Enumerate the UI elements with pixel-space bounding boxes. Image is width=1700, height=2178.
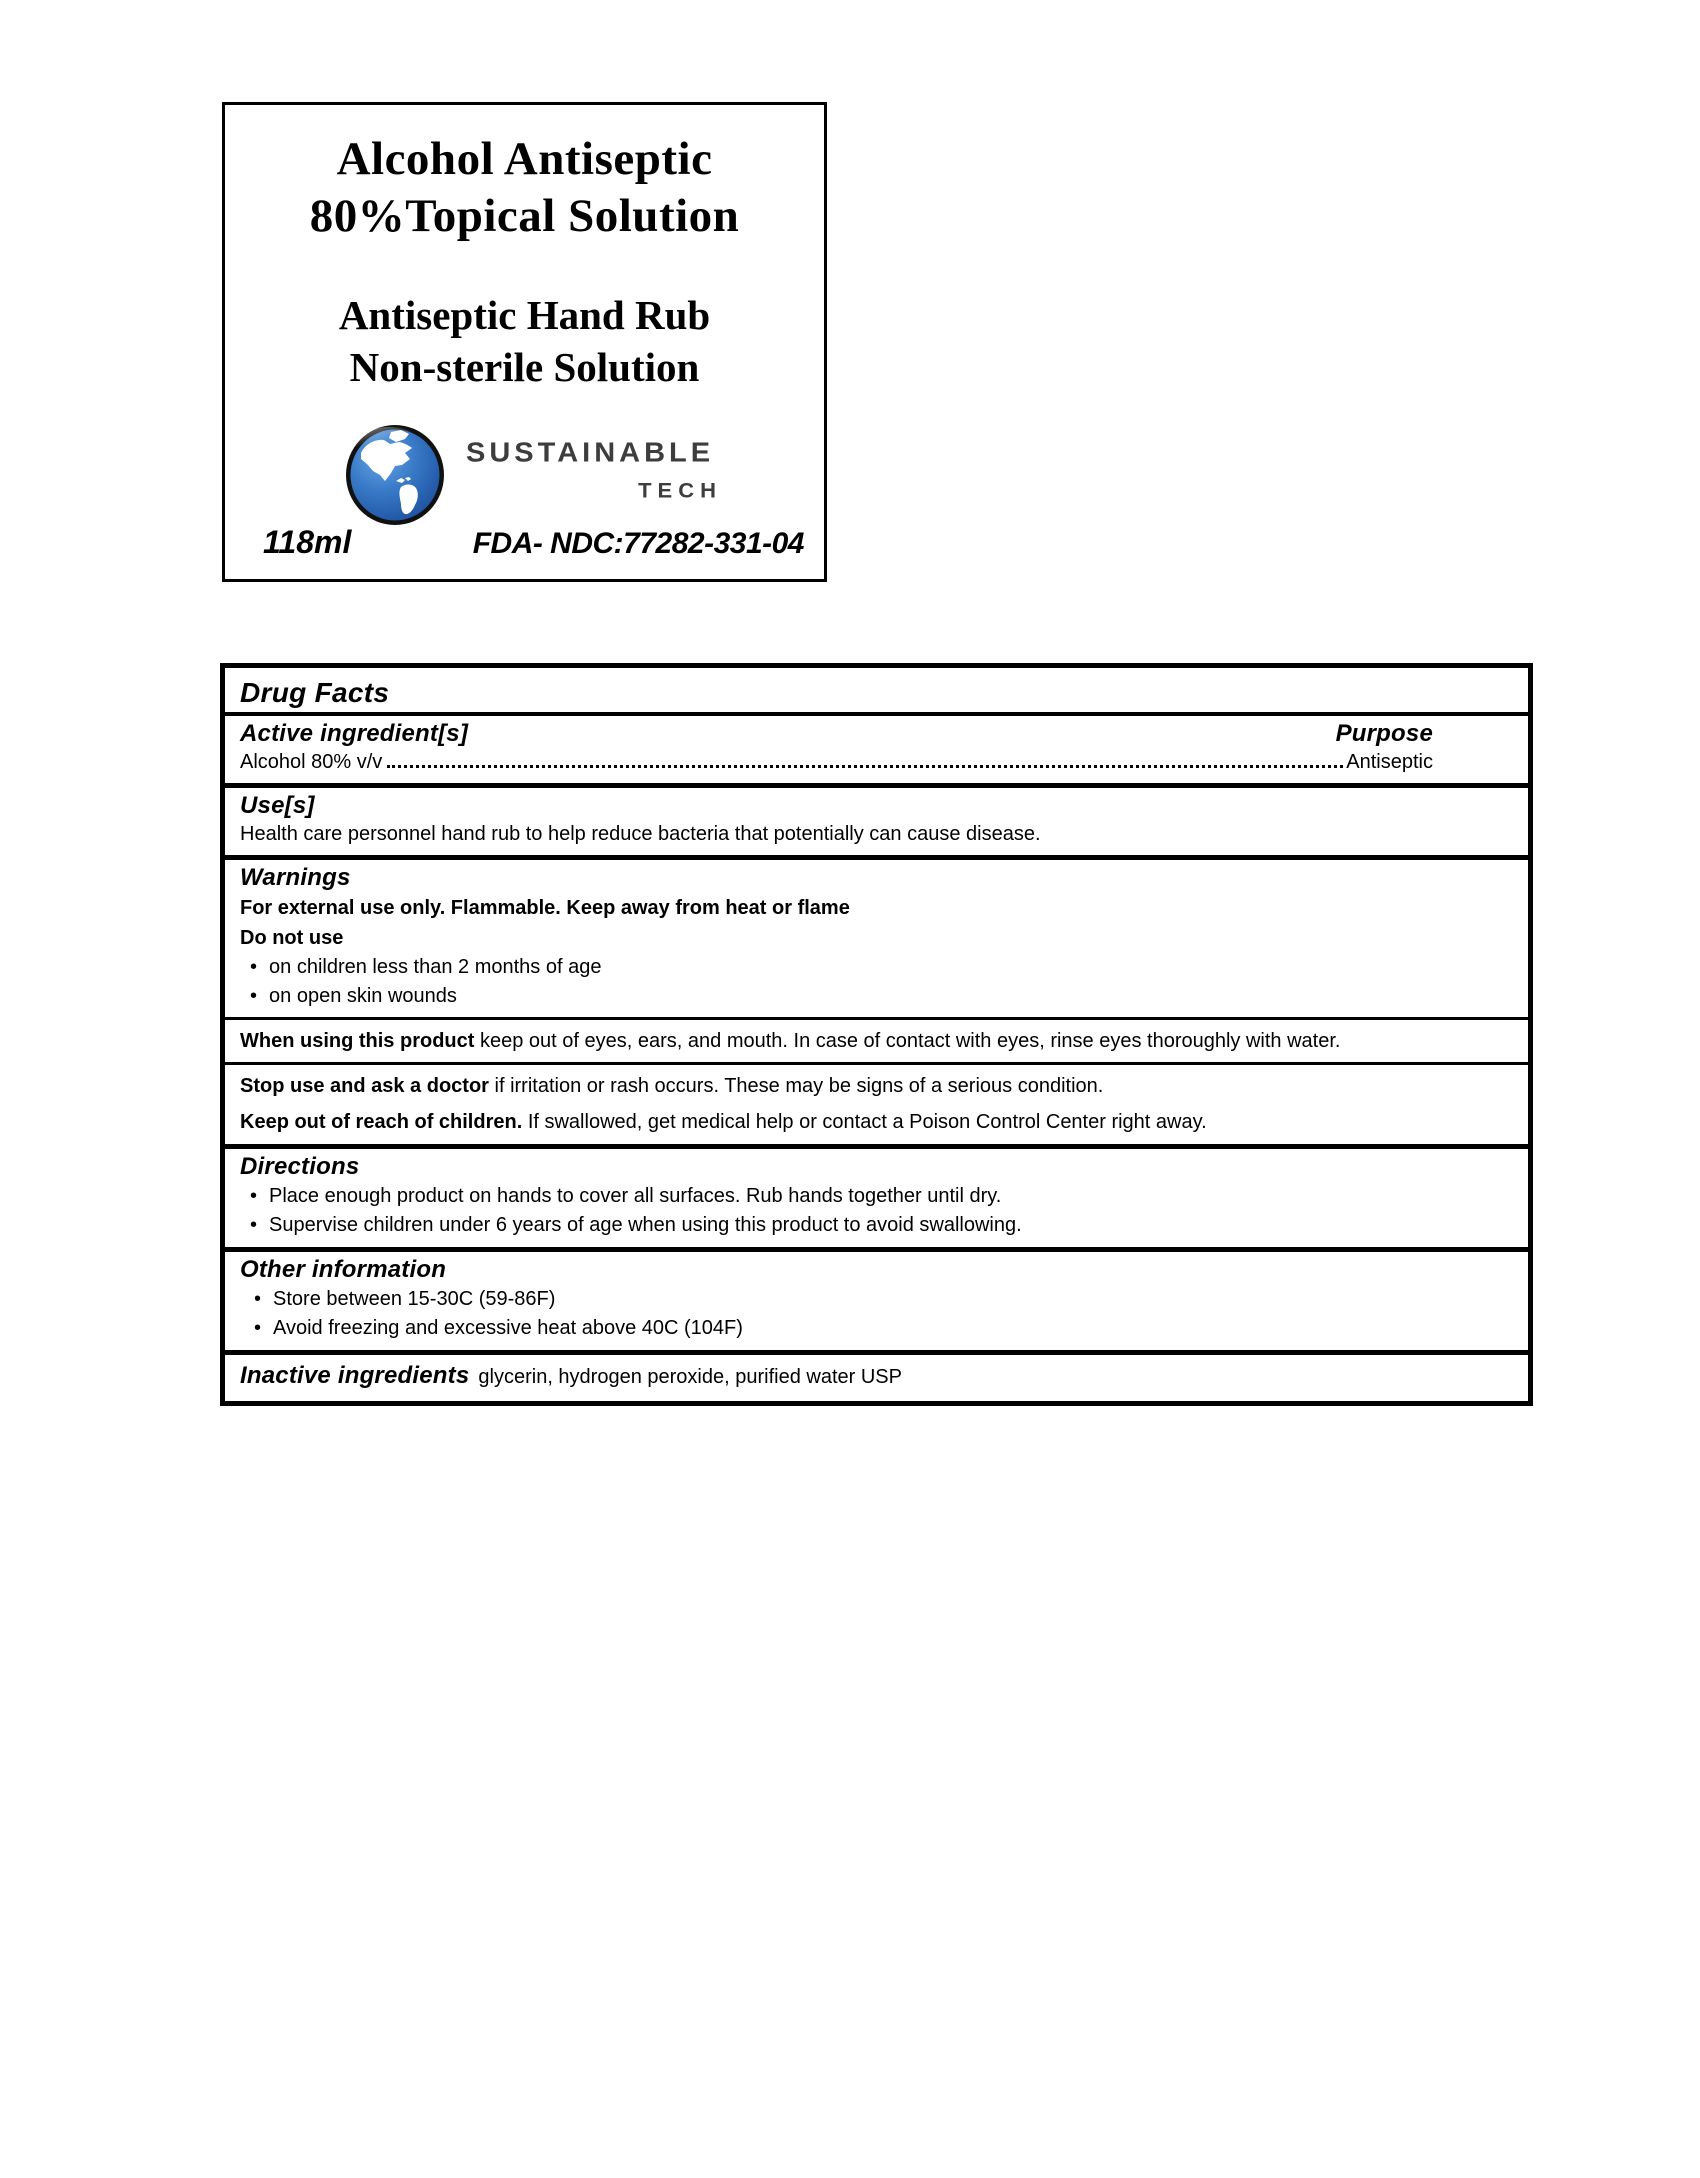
drug-facts-panel [220,663,1533,1406]
active-ingredient-header: Active ingredient[s] [240,720,469,747]
warnings-bullet-1-text: • on children less than 2 months of age [269,956,602,978]
inactive-ingredients-section [225,1355,1528,1401]
stop-use-line [240,1072,1513,1101]
active-ingredient-purpose: Antiseptic [1346,751,1433,773]
warnings-bullet-1 [240,953,1513,982]
product-subtitle-line2: Non-sterile Solution [349,344,700,390]
other-info-bullet-1 [240,1285,1513,1314]
inactive-ingredients-body: glycerin, hydrogen peroxide, purified water USP [478,1366,902,1388]
inactive-ingredients-header: Inactive ingredients [240,1362,470,1389]
purpose-header: Purpose [1335,720,1433,747]
uses-section [225,788,1528,860]
ndc-code-text: FDA- NDC:77282-331-04 [472,527,804,560]
when-using-bold: When using this product [240,1030,475,1052]
volume-text: 118ml [263,524,352,560]
keep-out-rest: If swallowed, get medical help or contact a Poison Control Center right away. [522,1111,1207,1133]
brand-wordmark [466,437,728,504]
active-ingredient-name: Alcohol 80% v/v [240,751,383,773]
other-information-section [225,1252,1528,1355]
brand-name: SUSTAINABLE [466,437,715,469]
other-info-bullet-2 [240,1314,1513,1343]
uses-header: Use[s] [240,792,315,819]
warnings-external-use: For external use only. Flammable. Keep away from heat or flame [240,897,850,919]
warnings-header: Warnings [240,864,351,891]
warnings-do-not-use: Do not use [240,927,344,949]
when-using-line [240,1027,1513,1056]
dotted-leader [387,765,1343,768]
product-subtitle [225,289,824,393]
keep-out-line [240,1108,1513,1137]
warnings-bullet-2-text: • on open skin wounds [269,985,457,1007]
drug-facts-title-section [225,668,1528,716]
directions-bullet-2 [240,1211,1513,1240]
other-info-bullet-2-text: • Avoid freezing and excessive heat above 40C (104F) [273,1317,743,1339]
directions-header: Directions [240,1153,360,1180]
directions-bullet-2-text: • Supervise children under 6 years of age when using this product to avoid swallowing. [269,1214,1022,1236]
stop-use-bold: Stop use and ask a doctor [240,1075,489,1097]
brand-sub-name: TECH [638,478,722,503]
stop-use-rest: if irritation or rash occurs. These may be signs of a serious condition. [488,1075,1104,1097]
product-title [225,131,824,245]
when-using-rest: keep out of eyes, ears, and mouth. In case of contact with eyes, rinse eyes thoroughly with water. [474,1030,1341,1052]
warnings-section [225,860,1528,1149]
product-title-line2: 80%Topical Solution [309,190,740,242]
label-bottom-row [225,519,824,561]
directions-section [225,1149,1528,1252]
warnings-divider-1 [225,1017,1528,1020]
drug-facts-title: Drug Facts [240,677,390,708]
other-info-bullet-1-text: • Store between 15-30C (59-86F) [273,1288,556,1310]
product-subtitle-line1: Antiseptic Hand Rub [338,292,711,338]
product-label-box [222,102,827,582]
uses-body: Health care personnel hand rub to help reduce bacteria that potentially can cause disease. [240,823,1041,845]
globe-icon [344,423,447,527]
directions-bullet-1 [240,1182,1513,1211]
brand-logo [225,417,824,532]
other-information-header: Other information [240,1256,447,1283]
directions-bullet-1-text: • Place enough product on hands to cover all surfaces. Rub hands together until dry. [269,1185,1002,1207]
warnings-bullet-2 [240,982,1513,1011]
active-ingredient-section [225,716,1528,788]
product-title-line1: Alcohol Antiseptic [336,133,713,185]
keep-out-bold: Keep out of reach of children. [240,1111,523,1133]
warnings-divider-2 [225,1062,1528,1065]
